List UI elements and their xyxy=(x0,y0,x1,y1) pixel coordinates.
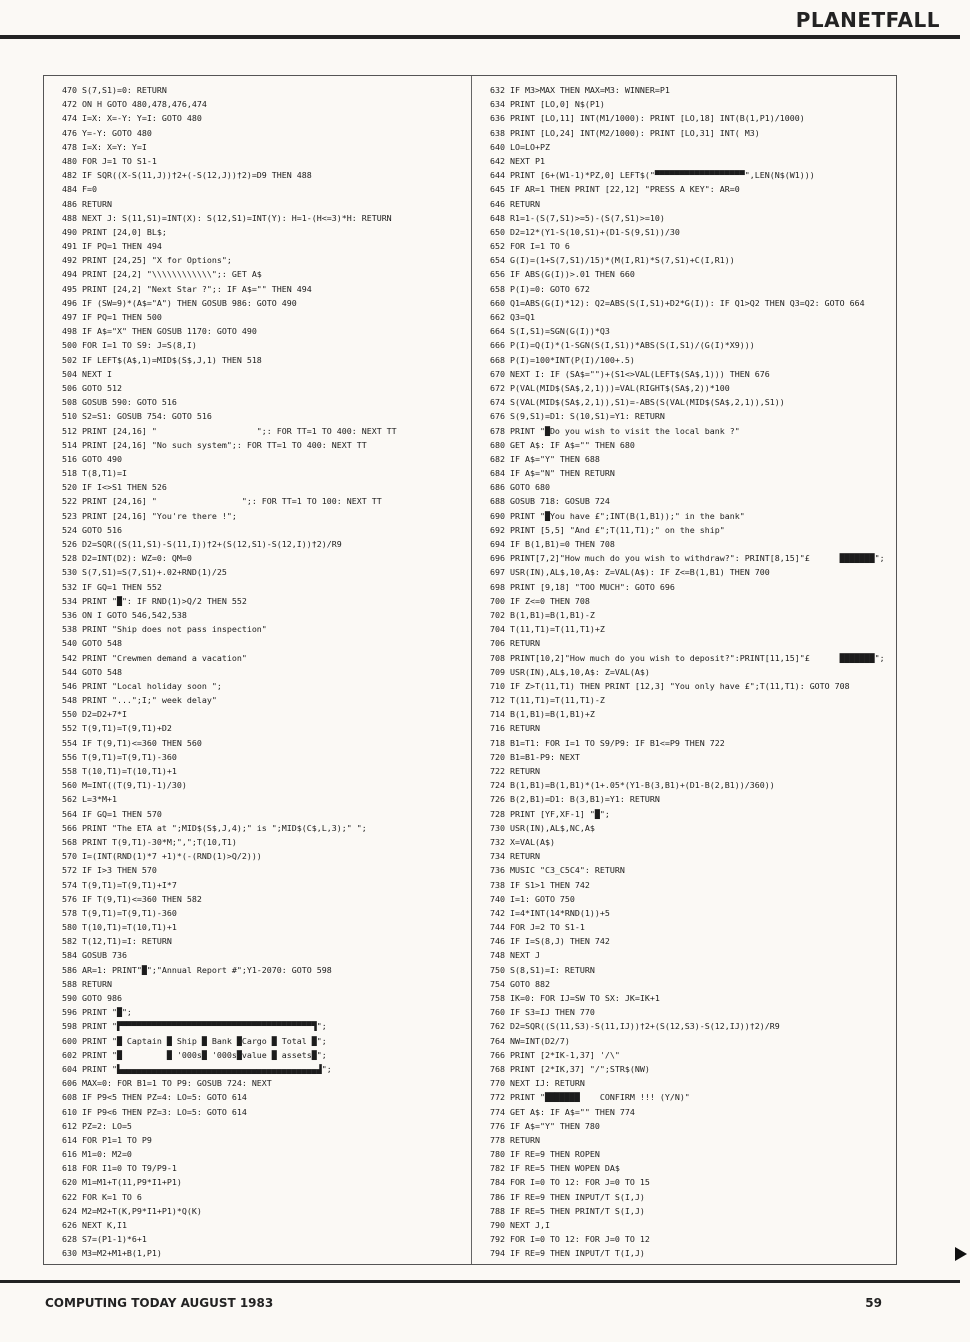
code-line: 526 D2=SQR((S(11,S1)-S(11,I))†2+(S(12,S1)-S(12,I))†2)/R9 xyxy=(62,539,342,549)
code-line: 709 USR(IN),AL$,10,A$: Z=VAL(A$) xyxy=(490,666,650,677)
code-line: 566 PRINT "The ETA at ";MID$(S$,J,4);" is ";MID$(C$,L,3);" "; xyxy=(62,822,367,833)
code-line: 726 B(2,B1)=D1: B(3,B1)=Y1: RETURN xyxy=(490,794,660,805)
code-line: 758 IK=0: FOR IJ=SW TO SX: JK=IK+1 xyxy=(490,993,660,1003)
code-line: 560 M=INT((T(9,T1)-1)/30) xyxy=(62,780,187,791)
code-line: 774 GET A$: IF A$="" THEN 774 xyxy=(490,1106,635,1117)
code-line: 652 FOR I=1 TO 6 xyxy=(490,241,570,252)
code-line: 768 PRINT [2*IK,37] "/";STR$(NW) xyxy=(490,1063,650,1074)
code-line: 646 RETURN xyxy=(490,198,540,209)
footer-magazine: COMPUTING TODAY AUGUST 1983 xyxy=(45,1296,274,1310)
code-line: 604 PRINT "▙▄▄▄▄▄▄▄▄▄▄▄▄▄▄▄▄▄▄▄▄▄▄▄▄▄▄▄▄▄▄▄▄▄▄▄▄▄▄▄▟"; xyxy=(62,1063,332,1074)
code-line: 792 FOR I=0 TO 12: FOR J=0 TO 12 xyxy=(490,1234,650,1245)
code-line: 488 NEXT J: S(11,S1)=INT(X): S(12,S1)=INT(Y): H=1-(H<=3)*H: RETURN xyxy=(62,212,392,223)
code-line: 688 GOSUB 718: GOSUB 724 xyxy=(490,496,610,507)
code-line: 492 PRINT [24,25] "X for Options"; xyxy=(62,255,232,266)
code-line: 502 IF LEFT$(A$,1)=MID$(S$,J,1) THEN 518 xyxy=(62,354,262,365)
code-line: 484 F=0 xyxy=(62,184,97,195)
code-line: 750 S(8,S1)=I: RETURN xyxy=(490,964,595,975)
code-line: 732 X=VAL(A$) xyxy=(490,836,555,847)
code-line: 692 PRINT [5,5] "And £";T(11,T1);" on the ship" xyxy=(490,524,725,535)
code-line: 544 GOTO 548 xyxy=(62,666,122,677)
continue-arrow-icon xyxy=(955,1247,967,1261)
code-line: 782 IF RE=5 THEN WOPEN DA$ xyxy=(490,1163,620,1174)
code-line: 538 PRINT "Ship does not pass inspection" xyxy=(62,624,267,635)
code-line: 550 D2=D2+7*I xyxy=(62,709,127,720)
program-listing-panel xyxy=(43,75,897,1265)
code-line: 574 T(9,T1)=T(9,T1)+I*7 xyxy=(62,879,177,890)
code-line: 474 I=X: X=-Y: Y=I: GOTO 480 xyxy=(62,113,202,124)
code-line: 491 IF PQ=1 THEN 494 xyxy=(62,241,162,252)
code-line: 672 P(VAL(MID$(SA$,2,1)))=VAL(RIGHT$(SA$,2))*100 xyxy=(490,382,730,393)
code-line: 610 IF P9<6 THEN PZ=3: LO=5: GOTO 614 xyxy=(62,1106,247,1117)
code-line: 668 P(I)=100*INT(P(I)/100+.5) xyxy=(490,354,635,365)
code-line: 678 PRINT "█Do you wish to visit the local bank ?" xyxy=(490,425,740,436)
code-line: 554 IF T(9,T1)<=360 THEN 560 xyxy=(62,737,202,748)
code-line: 638 PRINT [LO,24] INT(M2/1000): PRINT [LO,31] INT( M3) xyxy=(490,127,760,138)
code-line: 497 IF PQ=1 THEN 500 xyxy=(62,312,162,322)
code-line: 490 PRINT [24,0] BL$; xyxy=(62,226,167,237)
code-line: 570 I=(INT(RND(1)*7 +1)*(-(RND(1)>Q/2))) xyxy=(62,851,262,862)
code-line: 546 PRINT "Local holiday soon "; xyxy=(62,680,222,691)
code-line: 740 I=1: GOTO 750 xyxy=(490,893,575,904)
code-line: 674 S(VAL(MID$(SA$,2,1)),S1)=-ABS(S(VAL(MID$(SA$,2,1)),S1)) xyxy=(490,397,785,408)
code-line: 684 IF A$="N" THEN RETURN xyxy=(490,468,615,479)
code-line: 506 GOTO 512 xyxy=(62,382,122,393)
code-line: 564 IF GQ=1 THEN 570 xyxy=(62,808,162,819)
code-line: 762 D2=SQR((S(11,S3)-S(11,IJ))†2+(S(12,S3)-S(12,IJ))†2)/R9 xyxy=(490,1021,780,1032)
code-line: 612 PZ=2: LO=5 xyxy=(62,1120,132,1131)
code-line: 680 GET A$: IF A$="" THEN 680 xyxy=(490,439,635,450)
code-line: 640 LO=LO+PZ xyxy=(490,141,550,152)
code-line: 716 RETURN xyxy=(490,723,540,734)
code-line: 645 IF AR=1 THEN PRINT [22,12] "PRESS A KEY": AR=0 xyxy=(490,184,740,195)
code-line: 788 IF RE=5 THEN PRINT/T S(I,J) xyxy=(490,1205,645,1216)
code-line: 518 T(8,T1)=I xyxy=(62,468,127,479)
code-line: 588 RETURN xyxy=(62,978,112,989)
code-line: 736 MUSIC "C3_C5C4": RETURN xyxy=(490,865,625,876)
code-line: 632 IF M3>MAX THEN MAX=M3: WINNER=P1 xyxy=(490,85,670,95)
code-line: 512 PRINT [24,16] " ";: FOR TT=1 TO 400: NEXT TT xyxy=(62,425,397,436)
code-line: 697 USR(IN),AL$,10,A$: Z=VAL(A$): IF Z<=B(1,B1) THEN 700 xyxy=(490,567,770,578)
code-line: 786 IF RE=9 THEN INPUT/T S(I,J) xyxy=(490,1191,645,1202)
code-line: 644 PRINT [6+(W1-1)*PZ,0] LEFT$("▀▀▀▀▀▀▀▀▀▀▀▀▀▀▀▀▀▀",LEN(N$(W1))) xyxy=(490,170,815,181)
code-line: 636 PRINT [LO,11] INT(M1/1000): PRINT [LO,18] INT(B(1,P1)/1000) xyxy=(490,113,805,124)
code-line: 704 T(11,T1)=T(11,T1)+Z xyxy=(490,624,605,635)
code-line: 720 B1=B1-P9: NEXT xyxy=(490,751,580,762)
code-line: 770 NEXT IJ: RETURN xyxy=(490,1078,585,1089)
code-line: 778 RETURN xyxy=(490,1134,540,1145)
listing-column-left xyxy=(62,83,462,1261)
code-line: 772 PRINT "███████ CONFIRM !!! (Y/N)" xyxy=(490,1092,690,1103)
code-line: 556 T(9,T1)=T(9,T1)-360 xyxy=(62,751,177,762)
code-line: 744 FOR J=2 TO S1-1 xyxy=(490,922,585,933)
code-line: 682 IF A$="Y" THEN 688 xyxy=(490,453,600,464)
code-line: 534 PRINT "█": IF RND(1)>Q/2 THEN 552 xyxy=(62,595,247,606)
code-line: 714 B(1,B1)=B(1,B1)+Z xyxy=(490,709,595,720)
code-line: 728 PRINT [YF,XF-1] "█"; xyxy=(490,808,610,819)
footer-rule xyxy=(0,1280,960,1283)
code-line: 700 IF Z<=0 THEN 708 xyxy=(490,595,590,606)
code-line: 780 IF RE=9 THEN ROPEN xyxy=(490,1149,600,1160)
code-line: 698 PRINT [9,18] "TOO MUCH": GOTO 696 xyxy=(490,581,675,592)
code-line: 520 IF I<>S1 THEN 526 xyxy=(62,482,167,493)
code-line: 552 T(9,T1)=T(9,T1)+D2 xyxy=(62,723,172,734)
code-line: 630 M3=M2+M1+B(1,P1) xyxy=(62,1248,162,1259)
code-line: 742 I=4*INT(14*RND(1))+5 xyxy=(490,907,610,918)
code-line: 724 B(1,B1)=B(1,B1)*(1+.05*(Y1-B(3,B1)+(D1-B(2,B1))/360)) xyxy=(490,780,775,791)
code-line: 482 IF SQR((X-S(11,J))†2+(-S(12,J))†2)=D9 THEN 488 xyxy=(62,170,312,181)
code-line: 642 NEXT P1 xyxy=(490,155,545,166)
code-line: 480 FOR J=1 TO S1-1 xyxy=(62,155,157,166)
code-line: 578 T(9,T1)=T(9,T1)-360 xyxy=(62,907,177,918)
code-line: 702 B(1,B1)=B(1,B1)-Z xyxy=(490,609,595,620)
code-line: 730 USR(IN),AL$,NC,A$ xyxy=(490,822,595,833)
code-line: 790 NEXT J,I xyxy=(490,1220,550,1230)
footer-page-number: 59 xyxy=(865,1296,882,1310)
code-line: 472 ON H GOTO 480,478,476,474 xyxy=(62,99,207,110)
code-line: 584 GOSUB 736 xyxy=(62,950,127,961)
code-line: 648 R1=1-(S(7,S1)>=5)-(S(7,S1)>=10) xyxy=(490,212,665,223)
code-line: 586 AR=1: PRINT"█";"Annual Report #";Y1-2070: GOTO 598 xyxy=(62,964,332,975)
code-line: 558 T(10,T1)=T(10,T1)+1 xyxy=(62,766,177,776)
code-line: 738 IF S1>1 THEN 742 xyxy=(490,879,590,890)
code-line: 494 PRINT [24,2] "\\\\\\\\\\\\";: GET A$ xyxy=(62,269,262,280)
code-line: 760 IF S3=IJ THEN 770 xyxy=(490,1007,595,1018)
code-line: 662 Q3=Q1 xyxy=(490,312,535,322)
code-line: 676 S(9,S1)=D1: S(10,S1)=Y1: RETURN xyxy=(490,411,665,422)
code-line: 606 MAX=0: FOR B1=1 TO P9: GOSUB 724: NEXT xyxy=(62,1078,272,1089)
code-line: 504 NEXT I xyxy=(62,368,112,379)
code-line: 528 D2=INT(D2): WZ=0: QM=0 xyxy=(62,553,192,564)
code-line: 486 RETURN xyxy=(62,198,112,209)
code-line: 660 Q1=ABS(G(I)*12): Q2=ABS(S(I,S1)+D2*G(I)): IF Q1>Q2 THEN Q3=Q2: GOTO 664 xyxy=(490,297,865,308)
code-line: 522 PRINT [24,16] " ";: FOR TT=1 TO 100: NEXT TT xyxy=(62,496,382,507)
code-line: 498 IF A$="X" THEN GOSUB 1170: GOTO 490 xyxy=(62,326,257,337)
code-line: 516 GOTO 490 xyxy=(62,453,122,464)
code-line: 536 ON I GOTO 546,542,538 xyxy=(62,609,187,620)
code-line: 734 RETURN xyxy=(490,851,540,862)
code-line: 496 IF (SW=9)*(A$="A") THEN GOSUB 986: GOTO 490 xyxy=(62,297,297,308)
code-line: 600 PRINT "█ Captain █ Ship █ Bank █Cargo █ Total █"; xyxy=(62,1035,327,1046)
code-line: 712 T(11,T1)=T(11,T1)-Z xyxy=(490,695,605,706)
code-line: 626 NEXT K,I1 xyxy=(62,1220,127,1230)
code-line: 562 L=3*M+1 xyxy=(62,794,117,805)
code-line: 686 GOTO 680 xyxy=(490,482,550,493)
code-line: 568 PRINT T(9,T1)-30*M;",";T(10,T1) xyxy=(62,836,237,847)
code-line: 478 I=X: X=Y: Y=I xyxy=(62,141,147,152)
code-line: 580 T(10,T1)=T(10,T1)+1 xyxy=(62,922,177,933)
code-line: 748 NEXT J xyxy=(490,950,540,961)
code-line: 548 PRINT "...";I;" week delay" xyxy=(62,695,217,706)
code-line: 622 FOR K=1 TO 6 xyxy=(62,1191,142,1202)
code-line: 650 D2=12*(Y1-S(10,S1)+(D1-S(9,S1))/30 xyxy=(490,226,680,237)
code-line: 658 P(I)=0: GOTO 672 xyxy=(490,283,590,294)
code-line: 696 PRINT[7,2]"How much do you wish to withdraw?": PRINT[8,15]"£ ███████"; xyxy=(490,553,885,564)
code-line: 598 PRINT "▛▀▀▀▀▀▀▀▀▀▀▀▀▀▀▀▀▀▀▀▀▀▀▀▀▀▀▀▀▀▀▀▀▀▀▀▀▀▀▜"; xyxy=(62,1021,327,1032)
code-line: 754 GOTO 882 xyxy=(490,978,550,989)
code-line: 470 S(7,S1)=0: RETURN xyxy=(62,85,167,95)
code-line: 628 S7=(P1-1)*6+1 xyxy=(62,1234,147,1245)
code-line: 766 PRINT [2*IK-1,37] '/\" xyxy=(490,1049,620,1060)
code-line: 523 PRINT [24,16] "You're there !"; xyxy=(62,510,237,521)
code-line: 514 PRINT [24,16] "No such system";: FOR TT=1 TO 400: NEXT TT xyxy=(62,439,367,450)
code-line: 572 IF I>3 THEN 570 xyxy=(62,865,157,876)
code-line: 776 IF A$="Y" THEN 780 xyxy=(490,1120,600,1131)
header-rule xyxy=(0,35,960,39)
code-line: 524 GOTO 516 xyxy=(62,524,122,535)
code-line: 666 P(I)=Q(I)*(1-SGN(S(I,S1))*ABS(S(I,S1)/(G(I)*X9))) xyxy=(490,340,755,351)
column-divider xyxy=(471,76,472,1264)
code-line: 618 FOR I1=0 TO T9/P9-1 xyxy=(62,1163,177,1174)
code-line: 500 FOR I=1 TO S9: J=S(8,I) xyxy=(62,340,197,351)
code-line: 532 IF GQ=1 THEN 552 xyxy=(62,581,162,592)
code-line: 794 IF RE=9 THEN INPUT/T T(I,J) xyxy=(490,1248,645,1259)
code-line: 614 FOR P1=1 TO P9 xyxy=(62,1134,152,1145)
code-line: 540 GOTO 548 xyxy=(62,638,122,649)
code-line: 608 IF P9<5 THEN PZ=4: LO=5: GOTO 614 xyxy=(62,1092,247,1103)
code-line: 664 S(I,S1)=SGN(G(I))*Q3 xyxy=(490,326,610,337)
code-line: 690 PRINT "█You have £";INT(B(1,B1));" in the bank" xyxy=(490,510,745,521)
code-line: 476 Y=-Y: GOTO 480 xyxy=(62,127,152,138)
code-line: 495 PRINT [24,2] "Next Star ?";: IF A$="" THEN 494 xyxy=(62,283,312,294)
code-line: 670 NEXT I: IF (SA$="")+(S1<>VAL(LEFT$(SA$,1))) THEN 676 xyxy=(490,368,770,379)
code-line: 624 M2=M2+T(K,P9*I1+P1)*Q(K) xyxy=(62,1205,202,1216)
code-line: 582 T(12,T1)=I: RETURN xyxy=(62,936,172,947)
code-line: 656 IF ABS(G(I))>.01 THEN 660 xyxy=(490,269,635,280)
code-line: 694 IF B(1,B1)=0 THEN 708 xyxy=(490,539,615,549)
code-line: 722 RETURN xyxy=(490,766,540,776)
code-line: 616 M1=0: M2=0 xyxy=(62,1149,132,1160)
code-line: 718 B1=T1: FOR I=1 TO S9/P9: IF B1<=P9 THEN 722 xyxy=(490,737,725,748)
code-line: 542 PRINT "Crewmen demand a vacation" xyxy=(62,652,247,663)
code-line: 620 M1=M1+T(11,P9*I1+P1) xyxy=(62,1177,182,1188)
code-line: 508 GOSUB 590: GOTO 516 xyxy=(62,397,177,408)
code-line: 590 GOTO 986 xyxy=(62,993,122,1003)
code-line: 530 S(7,S1)=S(7,S1)+.02+RND(1)/25 xyxy=(62,567,227,578)
code-line: 746 IF I=S(8,J) THEN 742 xyxy=(490,936,610,947)
running-header-title: PLANETFALL xyxy=(795,8,940,32)
code-line: 602 PRINT "█ █ '000s█ '000s█value █ assets█"; xyxy=(62,1049,327,1060)
code-line: 510 S2=S1: GOSUB 754: GOTO 516 xyxy=(62,411,212,422)
code-line: 576 IF T(9,T1)<=360 THEN 582 xyxy=(62,893,202,904)
code-line: 708 PRINT[10,2]"How much do you wish to deposit?":PRINT[11,15]"£ ███████"; xyxy=(490,652,885,663)
code-line: 764 NW=INT(D2/7) xyxy=(490,1035,570,1046)
code-line: 710 IF Z>T(11,T1) THEN PRINT [12,3] "You only have £";T(11,T1): GOTO 708 xyxy=(490,680,850,691)
code-line: 654 G(I)=(1+S(7,S1)/15)*(M(I,R1)*S(7,S1)+C(I,R1)) xyxy=(490,255,735,266)
code-line: 634 PRINT [LO,0] N$(P1) xyxy=(490,99,605,110)
code-line: 596 PRINT "█"; xyxy=(62,1007,132,1018)
code-line: 784 FOR I=0 TO 12: FOR J=0 TO 15 xyxy=(490,1177,650,1188)
code-line: 706 RETURN xyxy=(490,638,540,649)
listing-column-right xyxy=(490,83,890,1261)
